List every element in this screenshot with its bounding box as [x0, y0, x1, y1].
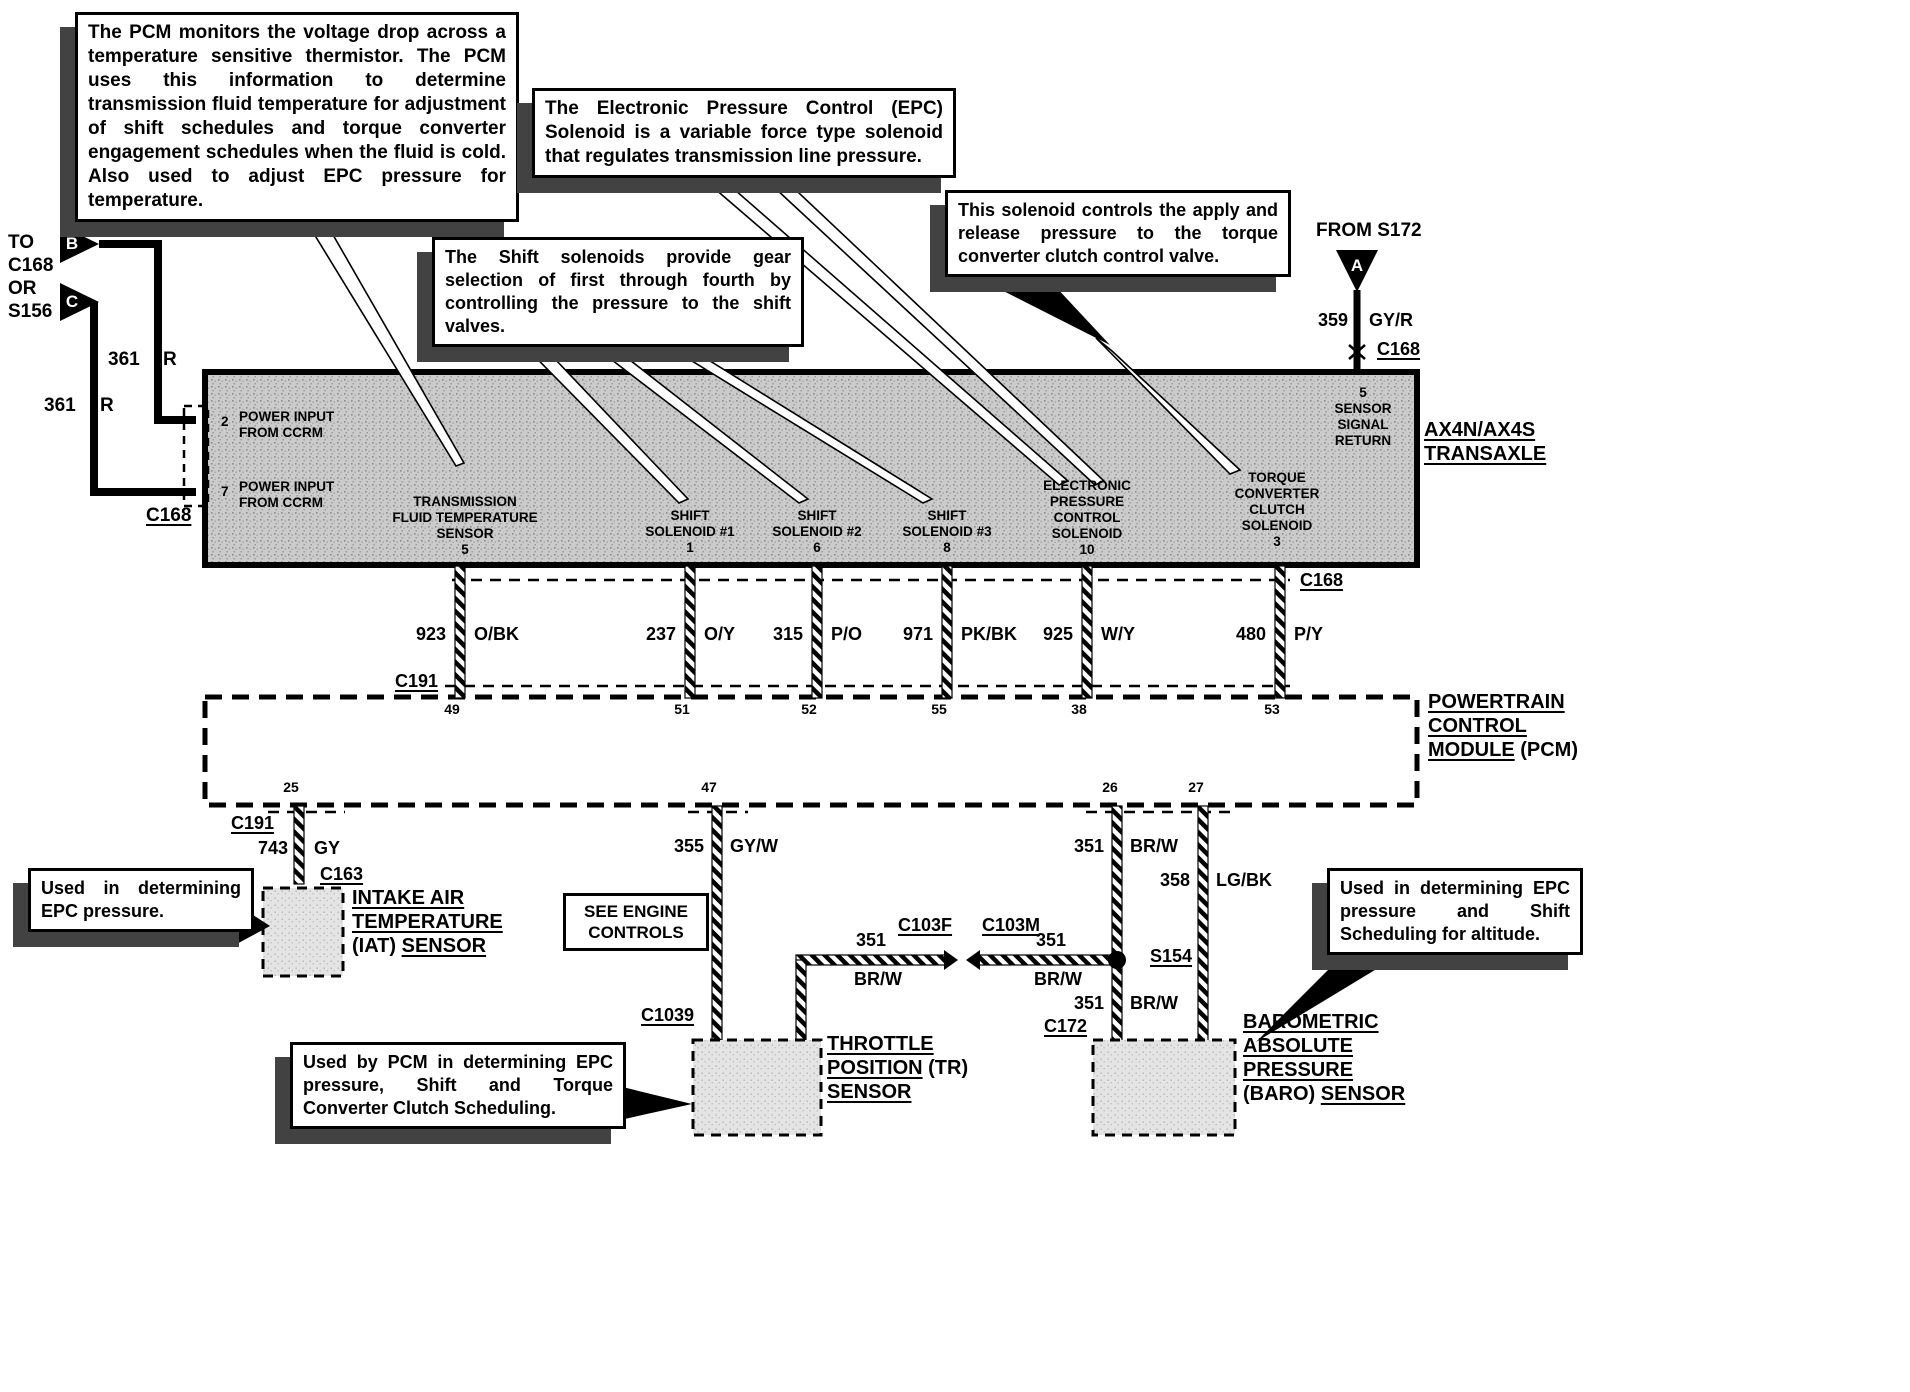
- wire-355-color: GY/W: [730, 836, 778, 856]
- pcm-pin-49: 49: [444, 701, 460, 717]
- s154-label: S154: [1150, 946, 1193, 966]
- wire-351-below-color: BR/W: [1130, 993, 1178, 1013]
- pcm-pin-47: 47: [701, 779, 717, 795]
- baro-sensor-box: [1093, 1040, 1235, 1135]
- iat-sensor-box: [263, 888, 343, 976]
- s172-feed-wire: [1349, 290, 1365, 374]
- pcm-title: POWERTRAIN CONTROL MODULE (PCM): [1428, 691, 1578, 761]
- epc-solenoid-label: ELECTRONIC PRESSURE CONTROL SOLENOID 10: [1043, 478, 1131, 557]
- power-input-7-label: POWER INPUT FROM CCRM: [239, 479, 335, 510]
- wire-351-26-num: 351: [1073, 836, 1104, 856]
- from-s172-label: FROM S172: [1316, 220, 1422, 241]
- c1039-label: C1039: [641, 1005, 695, 1025]
- c103-inline-connector: [944, 950, 980, 970]
- wire-743-num: 743: [257, 838, 288, 858]
- pcm-pin-25: 25: [283, 779, 299, 795]
- pcm-pin-26: 26: [1102, 779, 1118, 795]
- wire-351-below-num: 351: [1073, 993, 1104, 1013]
- harness-wires: [455, 566, 1285, 698]
- c191-top-label: C191: [395, 671, 439, 691]
- wire-359-color: GY/R: [1369, 310, 1414, 330]
- callout-iat: Used in determining EPC pressure.: [28, 868, 254, 932]
- see-engine-controls-box: SEE ENGINE CONTROLS: [563, 893, 709, 951]
- power-input-2-pin: 2: [221, 414, 229, 429]
- triangle-b-letter: B: [65, 234, 79, 253]
- wire-923-color: O/BK: [474, 624, 519, 644]
- power-input-7-pin: 7: [221, 484, 229, 499]
- tr-sensor-box: [693, 1040, 821, 1135]
- wire-925-num: 925: [1042, 624, 1073, 644]
- wire-355-num: 355: [673, 836, 704, 856]
- shift-solenoid-3-label: SHIFT SOLENOID #3 8: [902, 508, 992, 555]
- wire-971-num: 971: [902, 624, 933, 644]
- left-s156-ref: S156: [8, 301, 53, 322]
- transaxle-title: AX4N/AX4S TRANSAXLE: [1424, 419, 1547, 465]
- callout-epc: The Electronic Pressure Control (EPC) Solenoid is a variable force type solenoid that regulates transmission line pressure.: [532, 88, 956, 178]
- wire-351-right-num: 351: [1036, 930, 1067, 950]
- pcm-pin-51: 51: [674, 701, 690, 717]
- left-c168-ref: C168: [8, 255, 54, 276]
- wire-925-color: W/Y: [1101, 624, 1135, 644]
- wire-361c-color: R: [100, 395, 114, 416]
- wire-358-num: 358: [1159, 870, 1190, 890]
- wire-315-color: P/O: [831, 624, 863, 644]
- c163-label: C163: [320, 864, 364, 884]
- wire-237-num: 237: [645, 624, 676, 644]
- wire-358-color: LG/BK: [1216, 870, 1272, 890]
- c191-bottom-label: C191: [231, 813, 275, 833]
- wire-351-right-color: BR/W: [1034, 969, 1082, 989]
- wire-359-num: 359: [1317, 310, 1348, 330]
- wire-480-color: P/Y: [1294, 624, 1324, 644]
- wire-971-color: PK/BK: [961, 624, 1018, 644]
- pcm-pin-53: 53: [1264, 701, 1280, 717]
- power-input-2-label: POWER INPUT FROM CCRM: [239, 409, 335, 440]
- callout-shift: The Shift solenoids provide gear selection of first through fourth by controlling the pressure to the shift valves.: [432, 237, 804, 347]
- tcc-pointer: [962, 270, 1110, 345]
- left-to-label: TO: [8, 232, 35, 253]
- left-or-label: OR: [8, 278, 37, 299]
- wire-351-26-color: BR/W: [1130, 836, 1178, 856]
- pcm-pin-52: 52: [801, 701, 817, 717]
- tcc-solenoid-label: TORQUE CONVERTER CLUTCH SOLENOID 3: [1234, 470, 1320, 549]
- pcm-pin-55: 55: [931, 701, 947, 717]
- wire-361b-num: 361: [108, 349, 140, 370]
- callout-tcc: This solenoid controls the apply and release pressure to the torque converter clutch control valve.: [945, 190, 1291, 277]
- left-c168-connector-label: C168: [146, 505, 192, 526]
- pcm-pin-27: 27: [1188, 779, 1204, 795]
- triangle-c-letter: C: [65, 292, 79, 311]
- shift-solenoid-1-label: SHIFT SOLENOID #1 1: [645, 508, 735, 555]
- wire-315-num: 315: [772, 624, 803, 644]
- wire-237-color: O/Y: [704, 624, 736, 644]
- callout-baro: Used in determining EPC pressure and Shift Scheduling for altitude.: [1327, 868, 1583, 955]
- c103m-label: C103M: [982, 915, 1041, 935]
- tr-sensor-name: THROTTLE POSITION (TR) SENSOR: [827, 1033, 969, 1103]
- c103f-label: C103F: [898, 915, 953, 935]
- wire-743-color: GY: [314, 838, 341, 858]
- callout-tft: The PCM monitors the voltage drop across a temperature sensitive thermistor. The PCM uses this information to determine transmission fluid temperature for adjustment of shift schedules and torque converter engagement schedules when the fluid is cold. Also used to adjust EPC pressure for temperature.: [75, 12, 519, 222]
- wire-361b-color: R: [163, 349, 177, 370]
- wire-923-num: 923: [415, 624, 446, 644]
- iat-sensor-name: INTAKE AIR TEMPERATURE (IAT) SENSOR: [352, 887, 503, 957]
- tft-sensor-label: TRANSMISSION FLUID TEMPERATURE SENSOR 5: [392, 494, 538, 557]
- callout-tr: Used by PCM in determining EPC pressure, Shift and Torque Converter Clutch Scheduling.: [290, 1042, 626, 1129]
- top-right-c168-label: C168: [1377, 339, 1421, 359]
- pcm-pin-38: 38: [1071, 701, 1087, 717]
- c172-label: C172: [1044, 1016, 1088, 1036]
- sensor-signal-return: 5 SENSOR SIGNAL RETURN: [1334, 385, 1392, 448]
- transaxle-c168-label: C168: [1300, 570, 1344, 590]
- wire-480-num: 480: [1235, 624, 1266, 644]
- wire-361c-num: 361: [44, 395, 76, 416]
- wire-351-left-color: BR/W: [854, 969, 902, 989]
- baro-sensor-name: BAROMETRIC ABSOLUTE PRESSURE (BARO) SENSOR: [1243, 1011, 1406, 1105]
- shift-solenoid-2-label: SHIFT SOLENOID #2 6: [772, 508, 862, 555]
- triangle-a-letter: A: [1350, 256, 1364, 275]
- s154-splice-dot: [1108, 951, 1126, 969]
- wire-351-left-num: 351: [856, 930, 887, 950]
